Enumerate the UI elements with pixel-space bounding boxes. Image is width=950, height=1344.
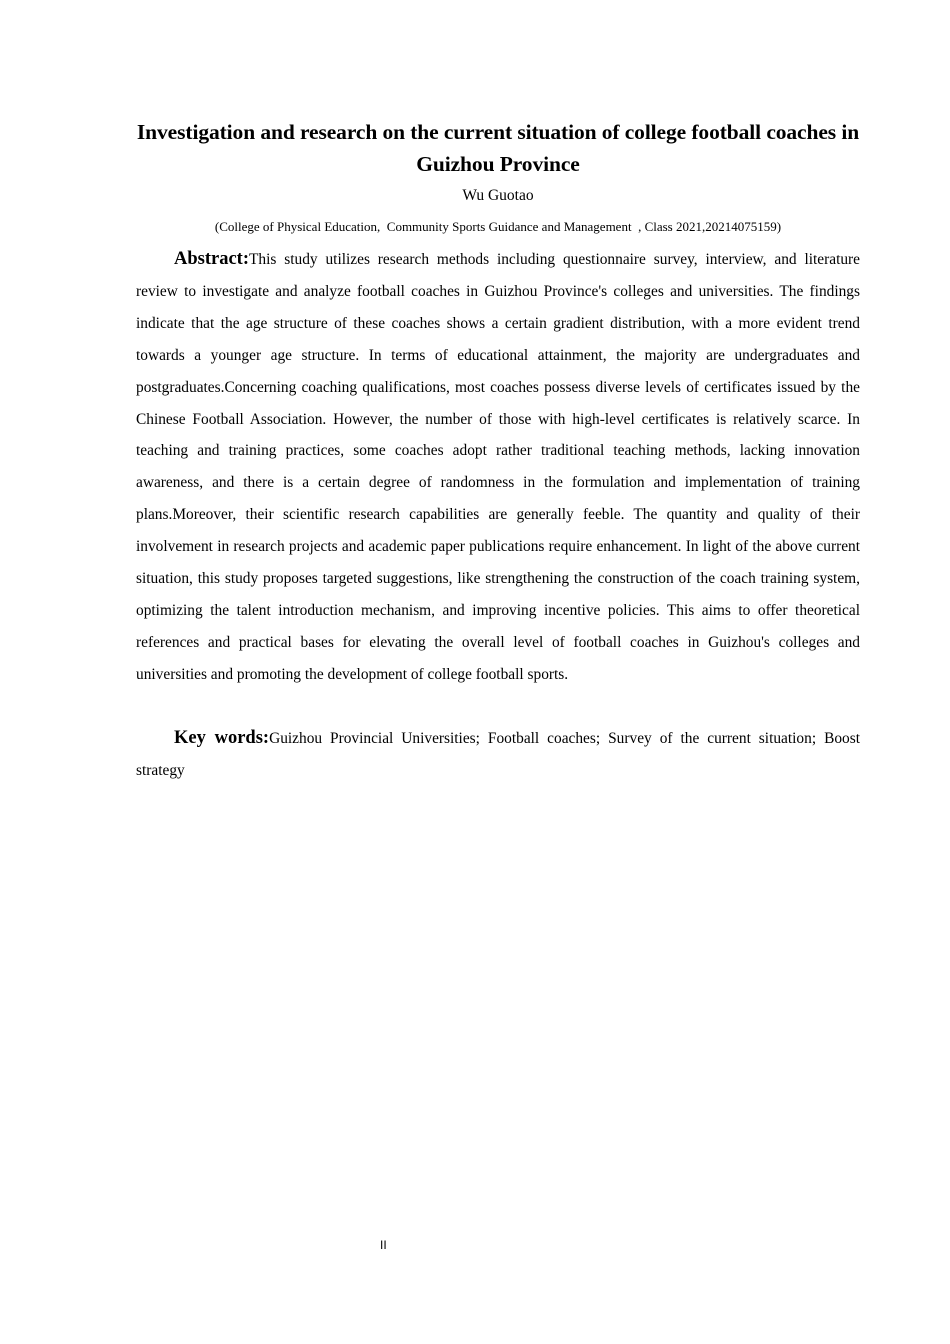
paper-title: Investigation and research on the current situation of college football coaches in Guizhou Province bbox=[136, 120, 860, 176]
abstract-paragraph bbox=[136, 244, 860, 691]
abstract-text: This study utilizes research methods including questionnaire survey, interview, and literature review to investigate and analyze football coaches in Guizhou Province's colleges and universities. The findings indicate that the age structure of these coaches shows a certain gradient distribution, with a more evident trend towards a younger age structure. In terms of educational attainment, the majority are undergraduates and postgraduates.Concerning coaching qualifications, most coaches possess diverse levels of certificates issued by the Chinese Football Association. However, the number of those with high-level certificates is relatively scarce. In teaching and training practices, some coaches adopt rather traditional teaching methods, lacking innovation awareness, and there is a certain degree of randomness in the formulation and implementation of training plans.Moreover, their scientific research capabilities are generally feeble. The quantity and quality of their involvement in research projects and academic paper publications require enhancement. In light of the above current situation, this study proposes targeted suggestions, like strengthening the construction of the coach training system, optimizing the talent introduction mechanism, and improving incentive policies. This aims to offer theoretical references and practical bases for elevating the overall level of football coaches in Guizhou's colleges and universities and promoting the development of college football sports. bbox=[136, 251, 860, 683]
keywords-paragraph bbox=[136, 723, 860, 787]
abstract-label: Abstract: bbox=[174, 249, 250, 269]
author-name: Wu Guotao bbox=[462, 187, 534, 204]
page-number: II bbox=[380, 1238, 387, 1252]
keywords-label: Key words: bbox=[174, 728, 270, 748]
author-affiliation: (College of Physical Education, Community Sports Guidance and Management , Class 2021,20214075159) bbox=[214, 219, 782, 234]
keywords-text: Guizhou Provincial Universities; Football coaches; Survey of the current situation; Boost strategy bbox=[136, 730, 860, 779]
